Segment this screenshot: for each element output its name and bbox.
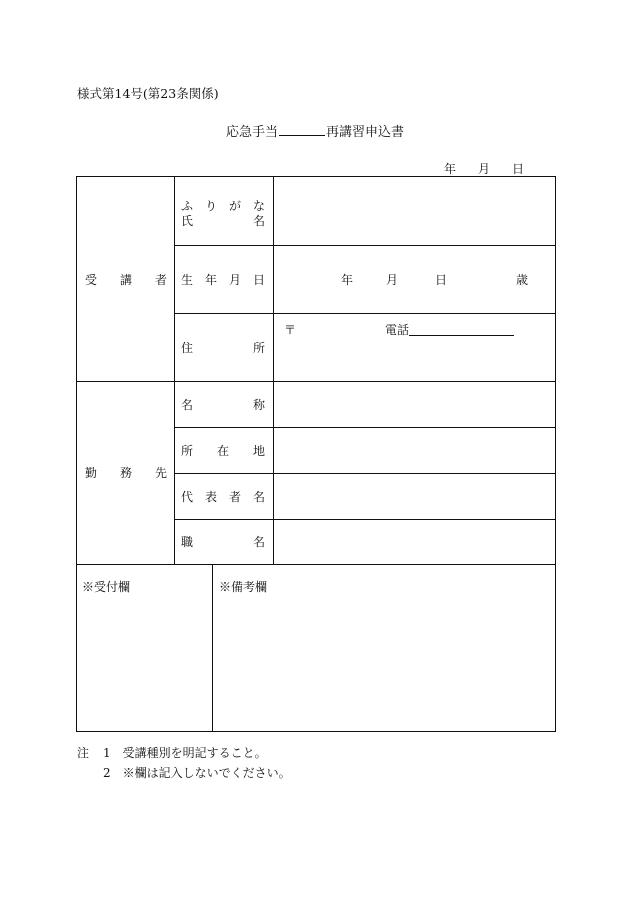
date-day-label: 日: [512, 162, 525, 176]
age-label: 歳: [516, 272, 529, 287]
date-month-label: 月: [478, 162, 491, 176]
notes-prefix: 注: [77, 746, 90, 760]
dob-day-label: 日: [435, 272, 448, 287]
submission-date: [444, 160, 524, 177]
phone-blank[interactable]: [409, 335, 514, 336]
reception-label: ※受付欄: [82, 580, 131, 594]
job-title-label: 職 名: [181, 535, 265, 549]
note-item: 2 ※欄は記入しないでください。: [103, 766, 291, 780]
divider: [212, 564, 213, 732]
form-number: 様式第14号(第23条関係): [77, 86, 219, 101]
applicant-section-label: 受 講 者: [85, 272, 167, 287]
workplace-location-label: 所 在 地: [181, 443, 265, 458]
name-label: 氏 名: [181, 213, 265, 228]
dob-year-label: 年: [341, 272, 354, 287]
representative-label: 代 表 者 名: [181, 489, 265, 504]
notes: [77, 743, 291, 783]
note-item: 注 1 受講種別を明記すること。: [77, 746, 267, 760]
address-field[interactable]: [274, 313, 556, 381]
representative-field[interactable]: [274, 473, 556, 519]
workplace-location-field[interactable]: [274, 427, 556, 473]
course-type-blank[interactable]: [279, 123, 325, 136]
title-suffix: 再講習申込書: [326, 125, 405, 140]
title-prefix: 応急手当: [225, 125, 278, 140]
application-form-table: [76, 176, 556, 732]
birthdate-label: 生 年 月 日: [181, 272, 265, 287]
birthdate-field[interactable]: [274, 245, 556, 313]
workplace-name-field[interactable]: [274, 381, 556, 427]
page-title: [0, 121, 630, 140]
workplace-section-label: 勤 務 先: [85, 466, 167, 480]
dob-month-label: 月: [386, 272, 399, 287]
postal-mark: 〒: [284, 323, 297, 337]
job-title-field[interactable]: [274, 519, 556, 564]
remarks-label: ※備考欄: [219, 580, 268, 594]
furigana-label: ふ り が な: [181, 198, 265, 213]
divider: [77, 564, 556, 565]
phone-label: 電話: [385, 323, 410, 337]
name-field[interactable]: [274, 177, 556, 245]
date-year-label: 年: [444, 162, 457, 176]
address-label: 住 所: [181, 340, 265, 355]
divider: [174, 177, 175, 564]
workplace-name-label: 名 称: [181, 397, 265, 412]
